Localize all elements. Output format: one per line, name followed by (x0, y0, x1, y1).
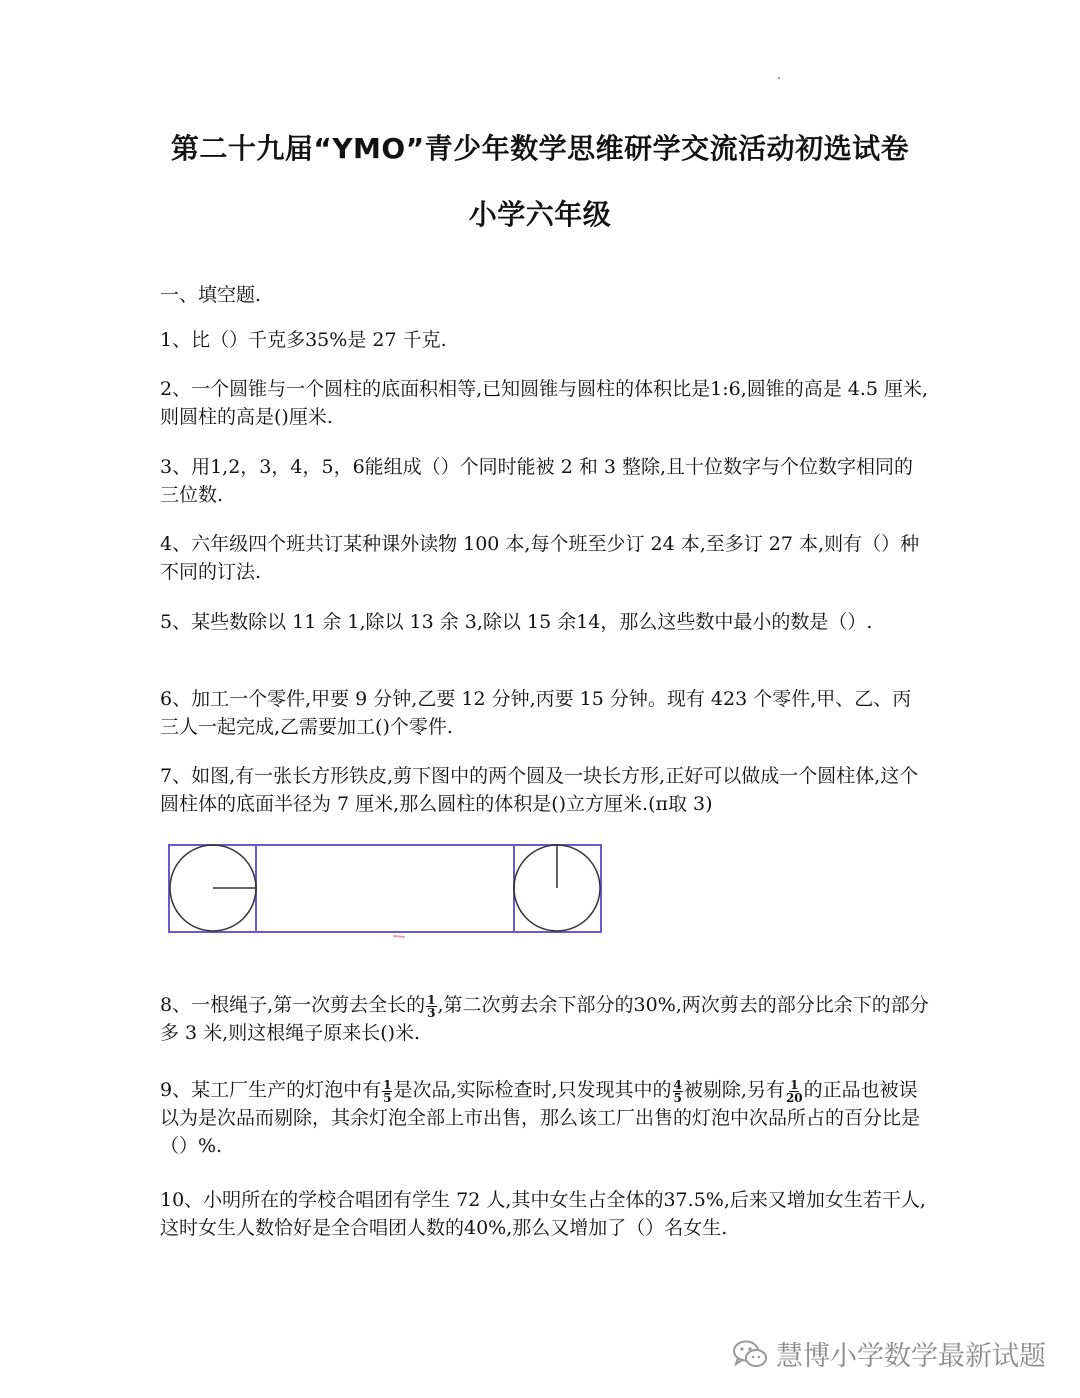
fraction-denominator: 5 (383, 1090, 392, 1105)
watermark-text: 慧博小学数学最新试题 (776, 1341, 1046, 1372)
question-9-text-c: 被剔除,另有 (683, 1079, 785, 1101)
question-10: 10、小明所在的学校合唱团有学生 72 人,其中女生占全体的37.5%,后来又增加女生若干人,这时女生人数恰好是全合唱团人数的40%,那么又增加了（）名女生. (160, 1189, 926, 1239)
question-2: 2、一个圆锥与一个圆柱的底面积相等,已知圆锥与圆柱的体积比是1:6,圆锥的高是 4.5 厘米,则圆柱的高是()厘米. (160, 378, 929, 428)
cylinder-net-figure (165, 840, 605, 940)
pink-mark (393, 936, 405, 937)
fraction-numerator: 4 (673, 1077, 682, 1092)
fraction-denominator: 3 (427, 1005, 436, 1020)
question-9 (160, 1076, 930, 1160)
question-9-text-d: 的正品也被误以为是次品而剔除，其余灯泡全部上市出售，那么该工厂出售的灯泡中次品所占的百分比是（）%. (160, 1079, 921, 1157)
section-heading: 一、填空题. (160, 284, 262, 306)
fraction-one-fifth (382, 1079, 392, 1104)
fraction-one-third (426, 994, 436, 1019)
fraction-denominator: 5 (673, 1090, 682, 1105)
fraction-numerator: 1 (383, 1077, 392, 1092)
question-9-text-b: 是次品,实际检查时,只发现其中的 (393, 1079, 672, 1101)
speck (778, 77, 780, 79)
fraction-numerator: 1 (427, 992, 436, 1007)
fraction-four-fifths (673, 1079, 683, 1104)
fraction-numerator: 1 (790, 1077, 799, 1092)
question-4: 4、六年级四个班共订某种课外读物 100 本,每个班至少订 24 本,至多订 27 本,则有（）种不同的订法. (160, 533, 920, 583)
question-8-text-b: ,第二次剪去余下部分的30%,两次剪去的部分比余下的部分多 3 米,则这根绳子原来长()米. (160, 994, 929, 1044)
question-8 (160, 991, 930, 1047)
question-9-text-a: 9、某工厂生产的灯泡中有 (160, 1079, 382, 1101)
question-8-text-a: 8、一根绳子,第一次剪去全长的 (160, 994, 426, 1016)
question-6: 6、加工一个零件,甲要 9 分钟,乙要 12 分钟,丙要 15 分钟。现有 423 个零件,甲、乙、丙三人一起完成,乙需要加工()个零件. (160, 688, 912, 738)
paper-title: 第二十九届“YMO”青少年数学思维研学交流活动初选试卷 (170, 132, 910, 165)
question-1: 1、比（）千克多35%是 27 千克. (160, 329, 447, 351)
paper-subtitle: 小学六年级 (468, 198, 612, 231)
wechat-icon (732, 1339, 768, 1369)
question-5: 5、某些数除以 11 余 1,除以 13 余 3,除以 15 余14，那么这些数中最小的数是（）. (160, 611, 873, 633)
question-3: 3、用1,2，3，4，5，6能组成（）个同时能被 2 和 3 整除,且十位数字与个位数字相同的三位数. (160, 456, 914, 506)
fraction-denominator: 20 (785, 1090, 803, 1105)
question-7: 7、如图,有一张长方形铁皮,剪下图中的两个圆及一块长方形,正好可以做成一个圆柱体,这个圆柱体的底面半径为 7 厘米,那么圆柱的体积是()立方厘米.(π取 3) (160, 765, 919, 815)
watermark (732, 1334, 1046, 1373)
fraction-one-twentieth (786, 1079, 803, 1104)
